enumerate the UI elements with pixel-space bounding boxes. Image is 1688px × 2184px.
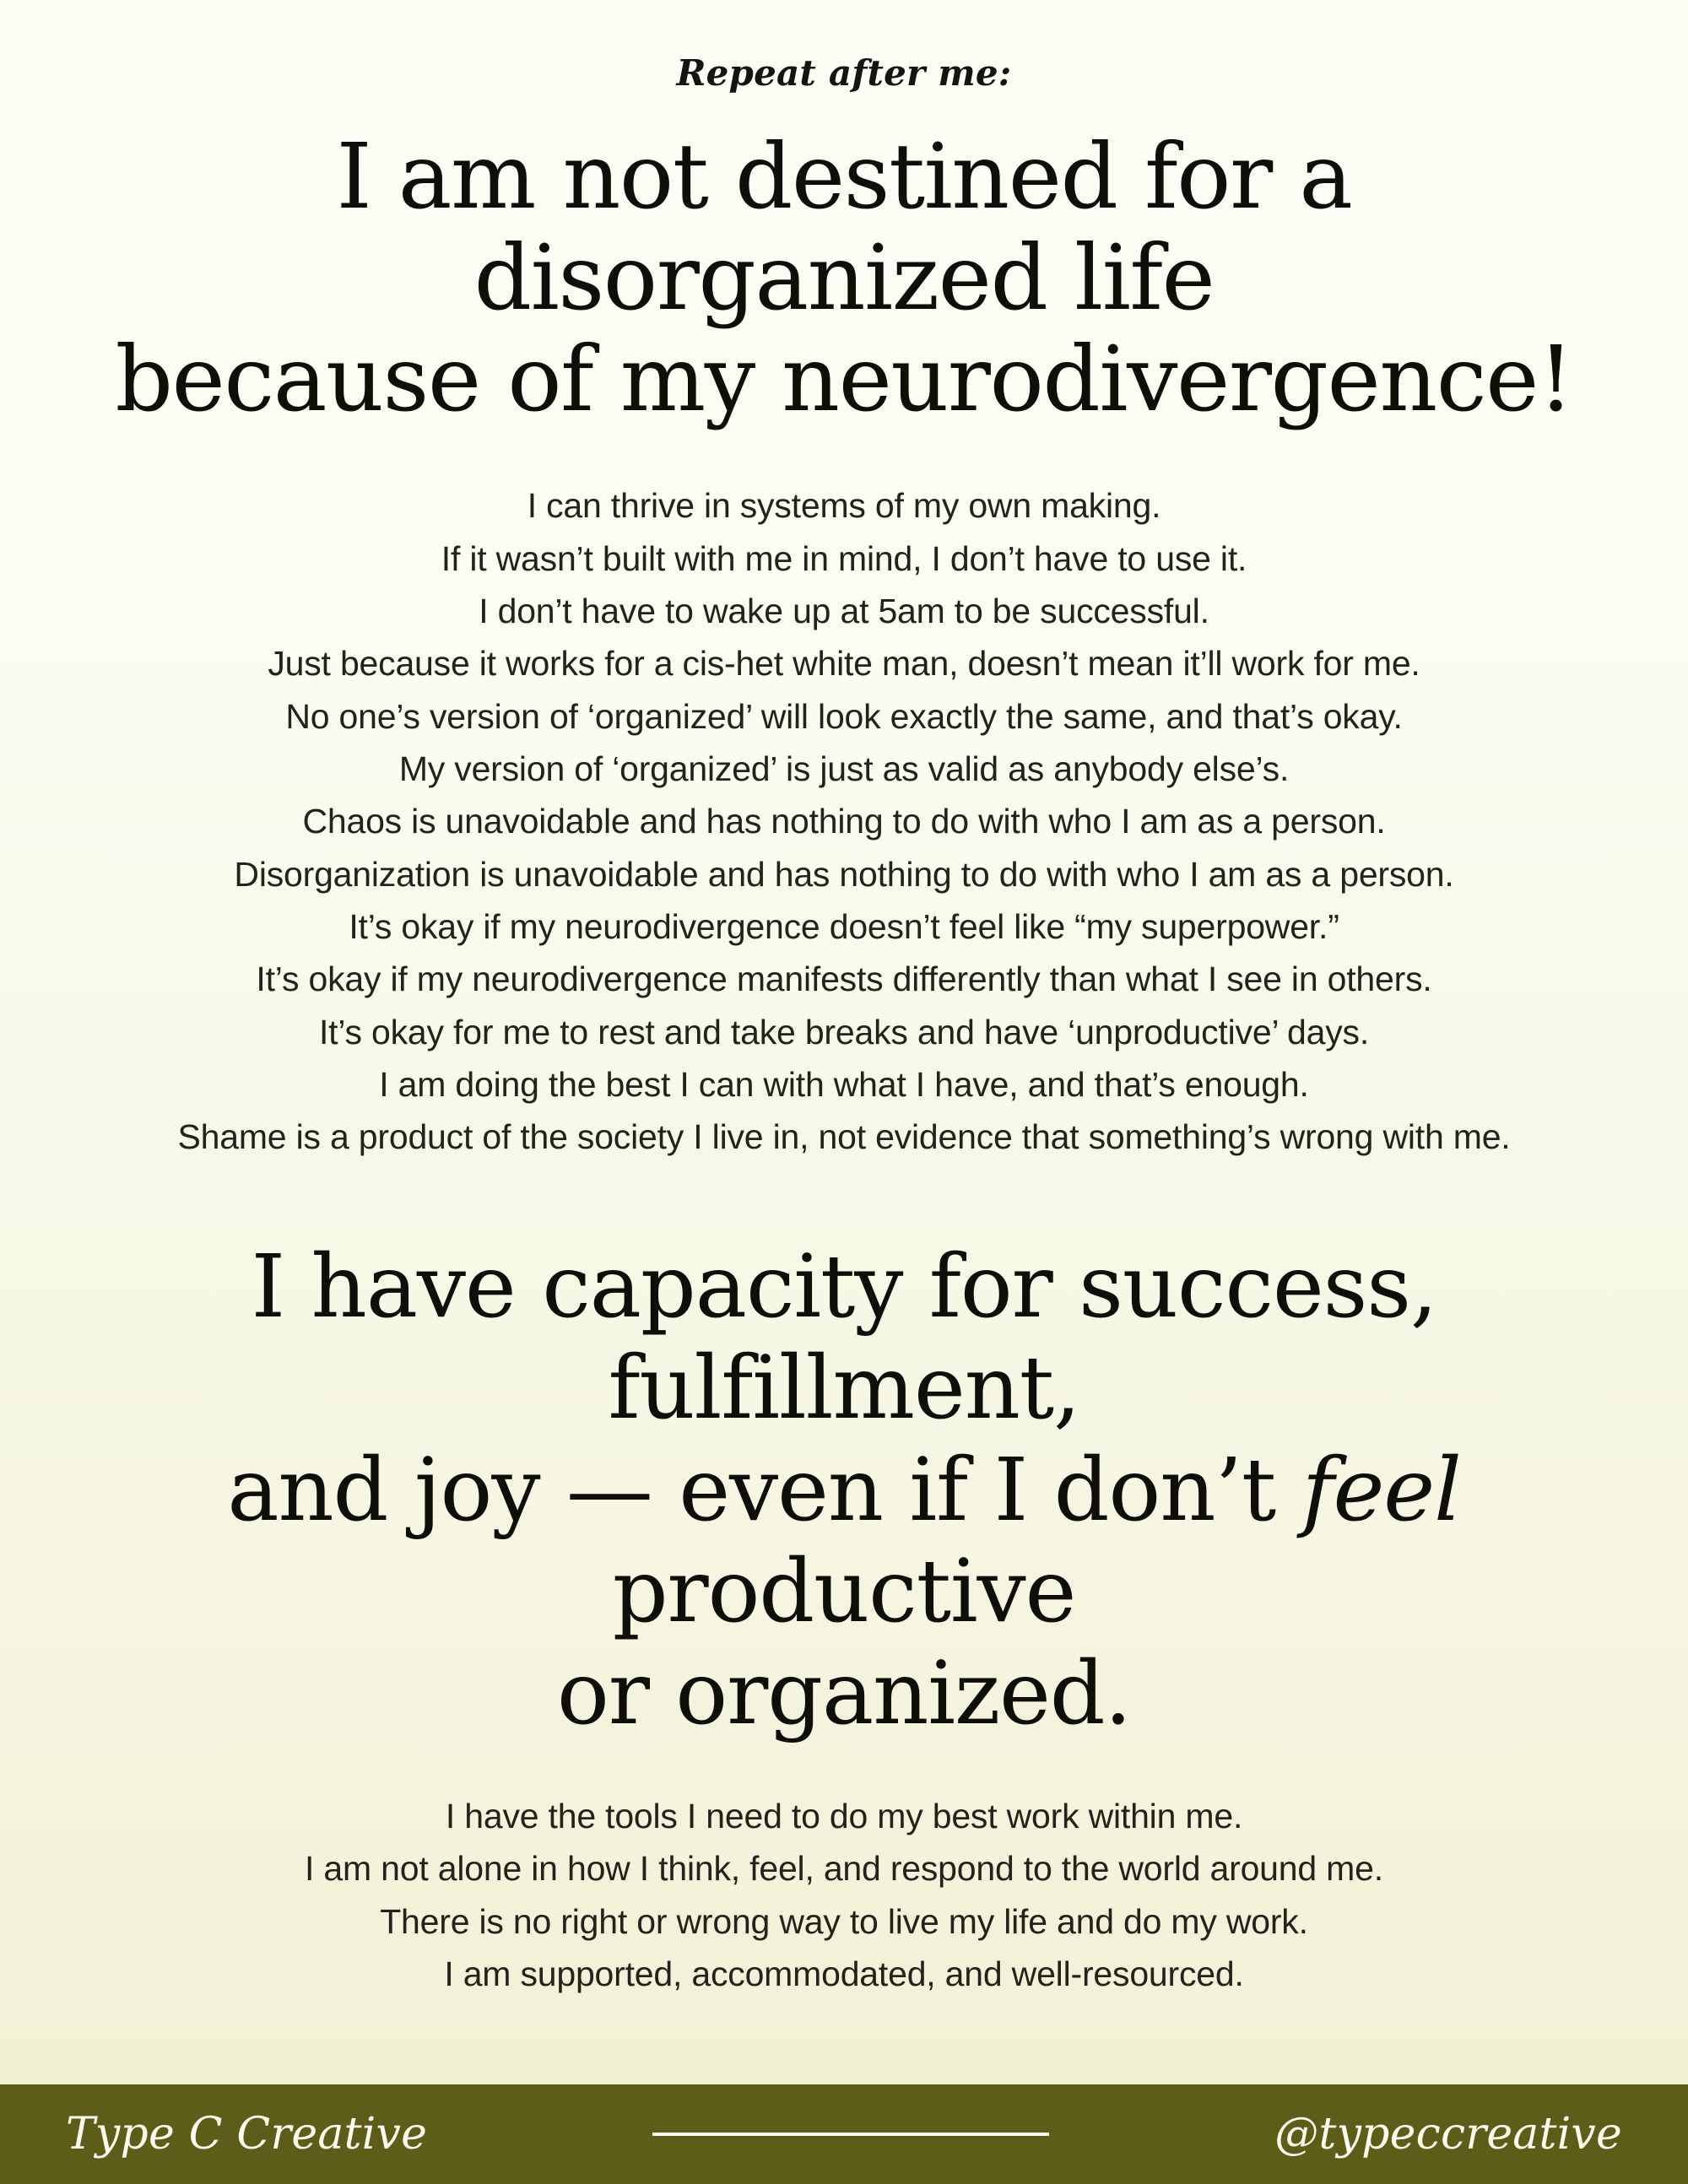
affirmation-list-primary (17, 479, 1671, 1163)
affirmation-line: It’s okay for me to rest and take breaks and have ‘unproductive’ days. (318, 1012, 1370, 1051)
affirmation-line: I am doing the best I can with what I have, and that’s enough. (379, 1064, 1309, 1104)
affirmation-line: No one’s version of ‘organized’ will look exactly the same, and that’s okay. (285, 696, 1403, 736)
secondary-headline-line-2-before: and joy — even if I don’t (227, 1439, 1302, 1541)
affirmation-line: My version of ‘organized’ is just as valid as anybody else’s. (398, 749, 1290, 789)
secondary-headline-emphasis: feel (1301, 1439, 1461, 1541)
affirmation-line: I don’t have to wake up at 5am to be successful. (479, 592, 1209, 631)
affirmation-line: Shame is a product of the society I live in, not evidence that something’s wrong with me. (177, 1117, 1511, 1157)
brand-name: Type C Creative (66, 2109, 428, 2160)
primary-headline-line-1: I am not destined for a disorganized life (336, 125, 1352, 331)
affirmation-line: If it wasn’t built with me in mind, I don’t have to use it. (441, 538, 1247, 578)
primary-headline-line-2: because of my neurodivergence! (115, 327, 1573, 432)
affirmation-line: It’s okay if my neurodivergence manifests differently than what I see in others. (256, 960, 1432, 999)
affirmation-line: I have the tools I need to do my best work within me. (445, 1797, 1243, 1836)
affirmation-list-secondary (17, 1790, 1671, 2000)
social-handle: @typeccreative (1274, 2109, 1622, 2160)
secondary-headline-line-2 (84, 1440, 1604, 1643)
affirmation-line: Disorganization is unavoidable and has nothing to do with who I am as a person. (234, 854, 1454, 894)
affirmation-line: I am supported, accommodated, and well-resourced. (444, 1954, 1244, 1993)
footer-divider (652, 2133, 1049, 2136)
secondary-headline (84, 1236, 1604, 1745)
eyebrow-text: Repeat after me: (676, 52, 1012, 94)
secondary-headline-line-2-after: productive (612, 1541, 1076, 1643)
affirmation-line: Just because it works for a cis-het white man, doesn’t mean it’ll work for me. (268, 644, 1420, 684)
affirmation-line: It’s okay if my neurodivergence doesn’t feel like “my superpower.” (349, 906, 1339, 946)
affirmation-line: I am not alone in how I think, feel, and respond to the world around me. (305, 1849, 1383, 1889)
secondary-headline-line-1: I have capacity for success, fulfillment, (251, 1235, 1437, 1440)
footer-bar (0, 2084, 1688, 2184)
affirmation-line: Chaos is unavoidable and has nothing to do with who I am as a person. (302, 802, 1386, 841)
affirmation-line: I can thrive in systems of my own making. (527, 486, 1161, 526)
affirmation-line: There is no right or wrong way to live my life and do my work. (380, 1901, 1308, 1941)
secondary-headline-line-3: or organized. (556, 1642, 1132, 1744)
primary-headline (68, 127, 1620, 430)
